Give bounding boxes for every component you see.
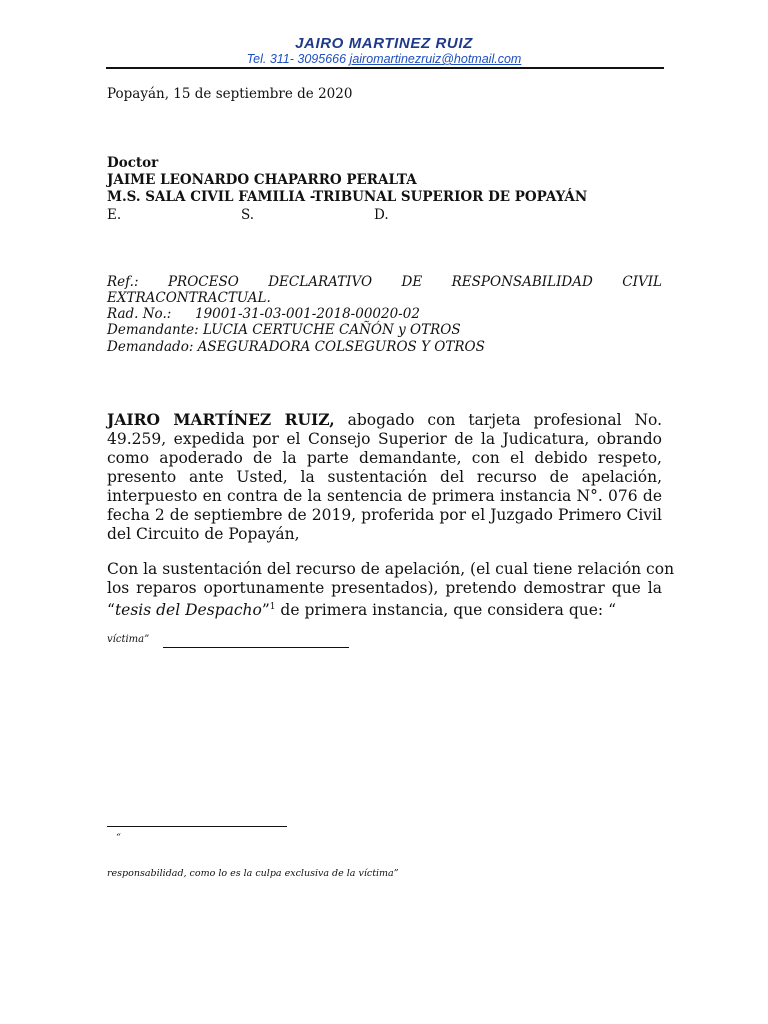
paragraph-2 — [107, 560, 675, 620]
footnote-marker[interactable]: 1 — [269, 602, 276, 612]
letterhead-contact — [0, 52, 768, 66]
paragraph-1-line: presento ante Usted, la sustentación del recurso de apelación, — [107, 468, 662, 486]
rad-line: Rad. No.: 19001-31-03-001-2018-00020-02 — [107, 306, 420, 322]
ref-line-cont: EXTRACONTRACTUAL. — [107, 290, 271, 306]
quote-fragment: víctima” — [107, 634, 150, 645]
paragraph-2-line: Con la sustentación del recurso de apelación, (el cual tiene relación con — [107, 560, 675, 578]
ref-line: Ref.: PROCESO DECLARATIVO DE RESPONSABILIDAD CIVIL — [107, 274, 662, 290]
paragraph-2-line: los reparos oportunamente presentados), pretendo demostrar que la — [107, 579, 662, 597]
footnote-mark-text: “ — [116, 832, 121, 843]
footnote-text: responsabilidad, como lo es la culpa exclusiva de la víctima” — [107, 868, 399, 879]
paragraph-1-line: JAIRO MARTÍNEZ RUIZ, abogado con tarjeta profesional No. — [107, 410, 662, 429]
defendant-line: Demandado: ASEGURADORA COLSEGUROS Y OTROS — [107, 339, 485, 355]
email-link[interactable]: jairomartinezruiz@hotmail.com — [349, 52, 522, 66]
plaintiff-line: Demandante: LUCIA CERTUCHE CAÑÓN y OTROS — [107, 322, 461, 338]
letterhead-divider — [106, 67, 664, 69]
phone-text: Tel. 311- 3095666 — [246, 52, 347, 66]
paragraph-1-line: del Circuito de Popayán, — [107, 525, 300, 543]
recipient-position: M.S. SALA CIVIL FAMILIA -TRIBUNAL SUPERIOR DE POPAYÁN — [107, 189, 588, 205]
recipient-name: JAIME LEONARDO CHAPARRO PERALTA — [107, 172, 417, 188]
footnote-separator — [107, 826, 287, 827]
paragraph-1-line: interpuesto en contra de la sentencia de primera instancia N°. 076 de — [107, 487, 662, 505]
recipient-title: Doctor — [107, 155, 159, 171]
underline-blank — [163, 647, 349, 648]
paragraph-1-line: como apoderado de la parte demandante, con el debido respeto, — [107, 449, 662, 467]
paragraph-2-line: “tesis del Despacho”$^1$ de primera instancia, que considera que: “ — [107, 601, 617, 620]
paragraph-1-line: fecha 2 de septiembre de 2019, proferida por el Juzgado Primero Civil — [107, 506, 662, 524]
paragraph-1 — [107, 410, 662, 544]
recipient-esd: E. S. D. — [107, 207, 389, 223]
date-line: Popayán, 15 de septiembre de 2020 — [107, 86, 353, 102]
letterhead-name: JAIRO MARTINEZ RUIZ — [295, 35, 473, 52]
paragraph-1-line: 49.259, expedida por el Consejo Superior de la Judicatura, obrando — [107, 430, 662, 448]
